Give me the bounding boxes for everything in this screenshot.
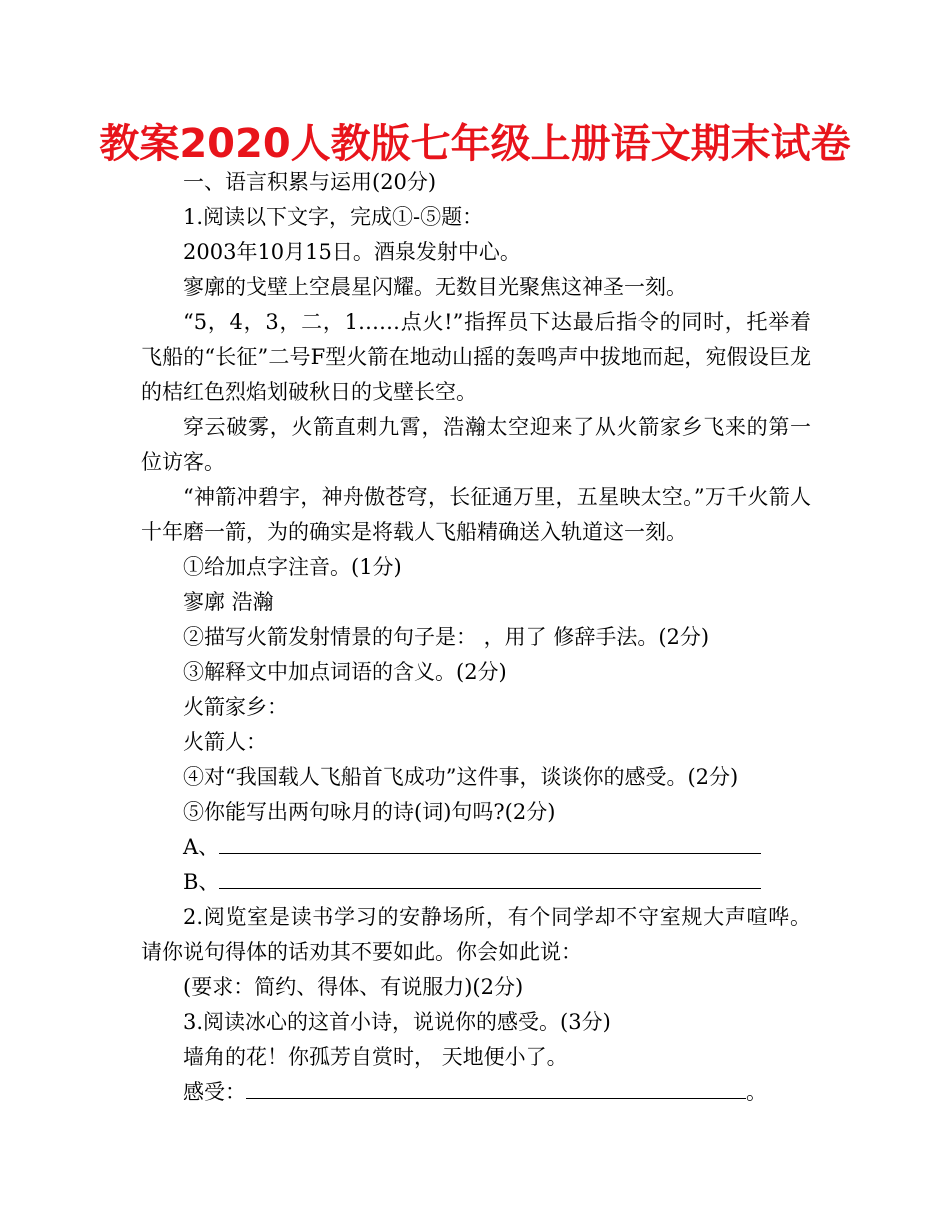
sub-question-4: ④对“我国载人飞船首飞成功”这件事，谈谈你的感受。(2分): [183, 765, 739, 789]
question-2: 2.阅览室是读书学习的安静场所，有个同学却不守室规大声喧哗。请你说句得体的话劝其不要如此。你会如此说：: [141, 905, 811, 964]
passage-paragraph-1: 寥廓的戈壁上空晨星闪耀。无数目光聚焦这神圣一刻。: [183, 275, 687, 299]
feeling-end-mark: 。: [746, 1080, 767, 1104]
answer-blank-a: [219, 831, 761, 854]
passage-paragraph-4: “神箭冲碧宇，神舟傲苍穹，长征通万里，五星映太空。”万千火箭人十年磨一箭，为的确实是将载人飞船精确送入轨道这一刻。: [141, 485, 811, 544]
passage-paragraph-2: “5，4，3，二，1……点火!”指挥员下达最后指令的同时，托举着飞船的“长征”二号F型火箭在地动山摇的轰鸣声中拔地而起，宛假设巨龙的桔红色烈焰划破秋日的戈壁长空。: [141, 310, 811, 404]
question-1-intro: 1.阅读以下文字，完成①-⑤题：: [183, 205, 484, 229]
feeling-label: 感受：: [183, 1080, 246, 1104]
feeling-blank: [246, 1076, 746, 1099]
sub-question-3-term-b: 火箭人：: [183, 730, 267, 754]
sub-question-3: ③解释文中加点词语的含义。(2分): [183, 660, 507, 684]
sub-question-5: ⑤你能写出两句咏月的诗(词)句吗?(2分): [183, 800, 556, 824]
answer-line-a: [141, 830, 811, 865]
question-3: 3.阅读冰心的这首小诗，说说你的感受。(3分): [183, 1010, 611, 1034]
document-title: 教案2020人教版七年级上册语文期末试卷: [99, 121, 851, 167]
answer-label-a: A、: [183, 835, 220, 859]
answer-line-b: [141, 865, 811, 900]
document-body: [141, 165, 811, 1110]
sub-question-1: ①给加点字注音。(1分): [183, 555, 402, 579]
answer-blank-b: [219, 866, 761, 889]
answer-label-b: B、: [183, 870, 220, 894]
section-heading: 一、语言积累与运用(20分): [183, 170, 437, 194]
sub-question-3-term-a: 火箭家乡：: [183, 695, 288, 719]
question-3-feeling-line: [141, 1075, 811, 1110]
sub-question-2: ②描写火箭发射情景的句子是： ，用了 修辞手法。(2分): [183, 625, 710, 649]
passage-paragraph-3: 穿云破雾，火箭直刺九霄，浩瀚太空迎来了从火箭家乡飞来的第一位访客。: [141, 415, 811, 474]
sub-question-1-words: 寥廓 浩瀚: [183, 590, 274, 614]
question-3-poem: 墙角的花！你孤芳自赏时， 天地便小了。: [183, 1045, 568, 1069]
question-2-requirement: (要求：简约、得体、有说服力)(2分): [183, 975, 524, 999]
date-line: 2003年10月15日。酒泉发射中心。: [183, 240, 521, 264]
